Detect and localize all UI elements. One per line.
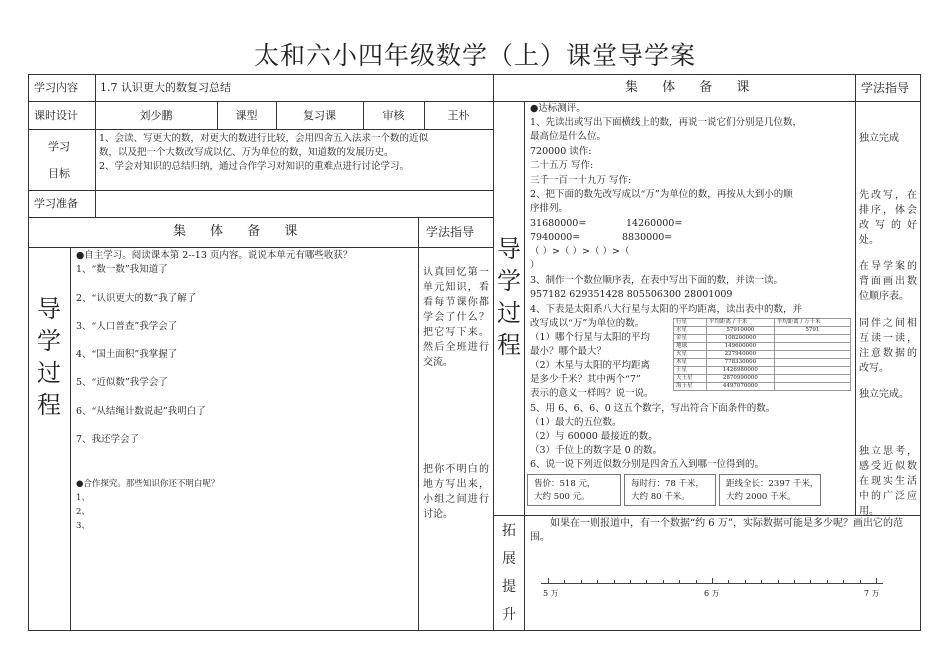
prep-header: 集 体 备 课 (173, 224, 308, 239)
list-item: 2、 (76, 507, 90, 517)
list-item: ●自主学习。阅读课本第 2--13 页内容。说说本单元有哪些收获？ (76, 250, 353, 261)
method-note: 先改写，在排序，体会改写的好处。 (859, 190, 917, 246)
number-line-tick (646, 580, 647, 584)
table-row: 海王星 4497070000 (674, 383, 851, 391)
number-line-tick (663, 580, 664, 584)
method-note: 独立完成。 (859, 389, 909, 400)
planet-header: 平均距离 / 万千米 (774, 319, 850, 327)
page-title: 太和六小四年级数学（上）课堂导学案 (253, 41, 696, 70)
number-line-tick (745, 580, 746, 584)
number-line-tick (876, 578, 877, 584)
number-line-tick (630, 580, 631, 584)
number-line-tick (581, 580, 582, 584)
table-row: 金星 108200000 (674, 335, 851, 343)
number-line-tick (810, 580, 811, 584)
number-line-tick (843, 580, 844, 584)
table-row: 地球 149600000 (674, 343, 851, 351)
approx-box: 每时行：78 千米， 大约 80 千米。 (624, 474, 716, 506)
list-item: 4、“国土面积”我掌握了 (76, 349, 178, 360)
prep-label: 学习准备 (34, 197, 78, 210)
number-line-label: 7 万 (864, 589, 880, 598)
list-item: 6、“从结绳计数说起”我明白了 (76, 406, 206, 417)
approx-box: 距线全长：2397 千米， 大约 2000 千米。 (719, 474, 821, 506)
list-item: 3、 (76, 521, 90, 531)
goal-label-2: 目标 (48, 167, 70, 180)
number-line-tick (597, 580, 598, 584)
right-section-label: 导 学 过 程 (497, 235, 521, 359)
right-method-header: 学法指导 (861, 81, 910, 95)
method-header: 学法指导 (426, 225, 475, 239)
number-line-tick (614, 580, 615, 584)
goal-line: 数，以及把一个大数改写成以亿、万为单位的数，知道数的发展历史。 (99, 147, 394, 158)
list-item: 2、“认识更大的数”我了解了 (76, 293, 197, 304)
extend-question: 如果在一则报道中，有一个数据“约 6 万”，实际数据可能是多少呢？画出它的范围。 (530, 518, 903, 543)
table-row: 木星 778330000 (674, 359, 851, 367)
review-value: 王朴 (447, 109, 470, 122)
type-label: 课型 (235, 109, 258, 122)
planet-header: 平均距离 / 千米 (707, 319, 775, 327)
list-item: ●合作探究。那些知识你还不明白呢？ (76, 479, 220, 489)
list-item: 1、“数一数”我知道了 (76, 264, 168, 275)
number-line-tick (696, 580, 697, 584)
table-row: 土星 1426980000 (674, 367, 851, 375)
method-note: 把你不明白的地方写出来，小组之间进行讨论。 (423, 464, 489, 520)
table-row: 天王星 2870990000 (674, 375, 851, 383)
number-line-tick (728, 580, 729, 584)
list-item: 5、“近似数”我学会了 (76, 377, 168, 388)
designer-label: 课时设计 (34, 109, 78, 122)
number-line-tick (679, 580, 680, 584)
type-value: 复习课 (303, 109, 336, 122)
goal-line: 2、学会对知识的总结归纳，通过合作学习对知识的重难点进行讨论学习。 (99, 161, 410, 172)
planet-table (673, 318, 851, 391)
method-note: 在导学案的背面画出数位顺序表。 (859, 261, 917, 302)
list-item: 3、“人口普查”我学会了 (76, 321, 178, 332)
method-note: 独立完成 (859, 133, 899, 144)
content-value: 1.7 认识更大的数复习总结 (100, 81, 231, 94)
number-line-tick (827, 580, 828, 584)
right-prep-header: 集 体 备 课 (625, 80, 760, 95)
number-line-tick (860, 580, 861, 584)
table-row: 火星 227940000 (674, 351, 851, 359)
designer-value: 刘少鹏 (139, 109, 173, 122)
goal-line: 1、会读、写更大的数，对更大的数进行比较，会用四舍五入法求一个数的近似 (99, 133, 429, 144)
method-note: 独立思考，感受近似数在现实生活中的广泛应用。 (859, 446, 917, 517)
number-line-tick (548, 578, 549, 584)
number-line-tick (794, 580, 795, 584)
review-label: 审核 (382, 109, 405, 122)
method-note: 认真回忆第一单元知识，看看每节课你都学会了什么？把它写下来。然后全班进行交流。 (423, 267, 489, 368)
content-label: 学习内容 (34, 81, 78, 94)
planet-header: 行星 (674, 319, 707, 327)
number-line-label: 5 万 (543, 589, 559, 598)
number-line-tick (778, 580, 779, 584)
number-line-tick (564, 580, 565, 584)
table-row: 水星 57910000 5791 (674, 327, 851, 335)
goal-label-1: 学习 (48, 140, 70, 153)
section-label: 导 学 过 程 (37, 295, 61, 419)
extend-label: 拓 展 提 升 (502, 523, 516, 623)
approx-box: 售价：518 元， 大约 500 元。 (527, 474, 621, 506)
list-item: 7、我还学会了 (76, 434, 140, 445)
method-note: 同伴之间相互读一读，注意数据的改写。 (859, 318, 917, 374)
number-line-label: 6 万 (704, 589, 720, 598)
number-line-tick (712, 578, 713, 584)
number-line-tick (761, 580, 762, 584)
list-item: 1、 (76, 493, 90, 503)
